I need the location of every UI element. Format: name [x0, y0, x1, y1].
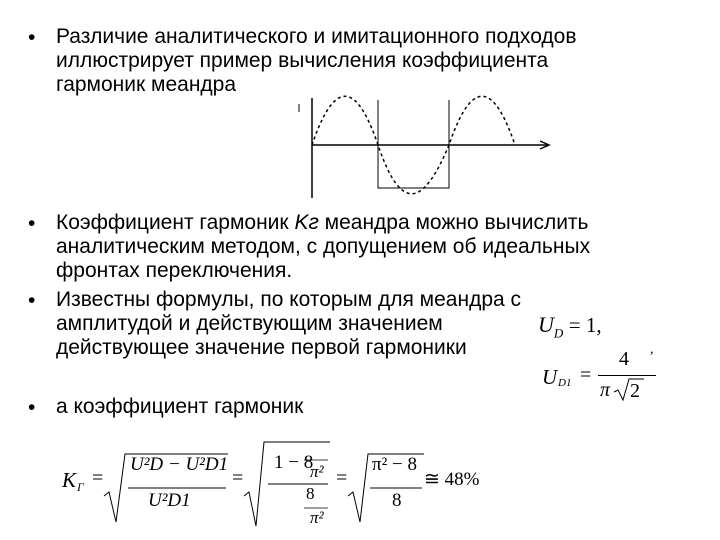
meander-wave	[378, 100, 449, 188]
formula-kg-f2-num-b: π²	[310, 462, 324, 481]
formula-ud1-fraction-bar	[598, 375, 656, 376]
formula-kg-f3-den: 8	[392, 490, 402, 511]
paragraph-3-line-2: амплитудой и действующим значением	[56, 312, 443, 335]
formula-kg-eq-1: =	[92, 467, 104, 489]
formula-kg-eq-2: =	[232, 467, 244, 489]
formula-kg-f1-den: U²D1	[148, 490, 191, 511]
bullet-3: •	[28, 289, 36, 312]
formula-ud-symbol: U	[538, 312, 554, 337]
formula-kg-result: ≅ 48%	[424, 469, 480, 490]
paragraph-1-line-1: Различие аналитического и имитационного подходов	[56, 25, 577, 48]
bullet-2: •	[28, 212, 36, 235]
formula-kg-f3-num: π² − 8	[372, 454, 418, 475]
formula-ud-subscript: D	[553, 325, 564, 341]
formula-ud1-symbol: U	[542, 365, 558, 389]
formula-kg-f1-num: U²D − U²D1	[130, 454, 229, 475]
paragraph-1-line-3: гармоник меандра	[56, 73, 237, 96]
bullet-4: •	[28, 396, 36, 419]
bullet-1: •	[28, 26, 36, 49]
formula-ud1-den-pi: π	[600, 379, 611, 401]
formula-ud	[538, 312, 602, 341]
formula-ud1-den-root: 2	[630, 380, 640, 402]
formula-kg-lhs-sub: Г	[77, 480, 84, 494]
formula-ud1-equals: =	[580, 364, 592, 386]
formula-kg-f2-den-b: π²	[310, 508, 324, 527]
kg-symbol: Kг	[294, 211, 319, 234]
formula-ud-rhs: = 1,	[568, 313, 602, 337]
paragraph-2-line-2: аналитическим методом, с допущением об идеальных	[56, 235, 591, 258]
formula-ud1-subscript: D1	[558, 377, 572, 389]
paragraph-2-line-3: фронтах переключения.	[56, 259, 293, 282]
paragraph-2-line-1-pre: Коэффициент гармоник	[56, 211, 295, 234]
paragraph-4-line-1: а коэффициент гармоник	[56, 395, 304, 418]
paragraph-2-line-1	[56, 211, 589, 235]
formula-kg	[60, 440, 480, 530]
paragraph-1-line-2: иллюстрирует пример вычисления коэффициента	[56, 49, 549, 72]
formula-ud1-numerator: 4	[619, 348, 629, 370]
formula-ud1-trail: ,	[650, 342, 654, 357]
formula-kg-lhs: K	[62, 468, 77, 492]
paragraph-2-line-1-post: меандра можно вычислить	[318, 211, 589, 234]
formula-kg-eq-3: =	[336, 467, 348, 489]
paragraph-3-line-3: действующее значение первой гармоники	[56, 336, 467, 359]
formula-ud1	[538, 342, 658, 408]
formula-kg-f2-den-a: 8	[306, 484, 315, 503]
paragraph-3-line-1: Известны формулы, по которым для меандра с	[56, 288, 522, 311]
formula-kg-f2-num-a: 1 − 8	[274, 452, 314, 473]
